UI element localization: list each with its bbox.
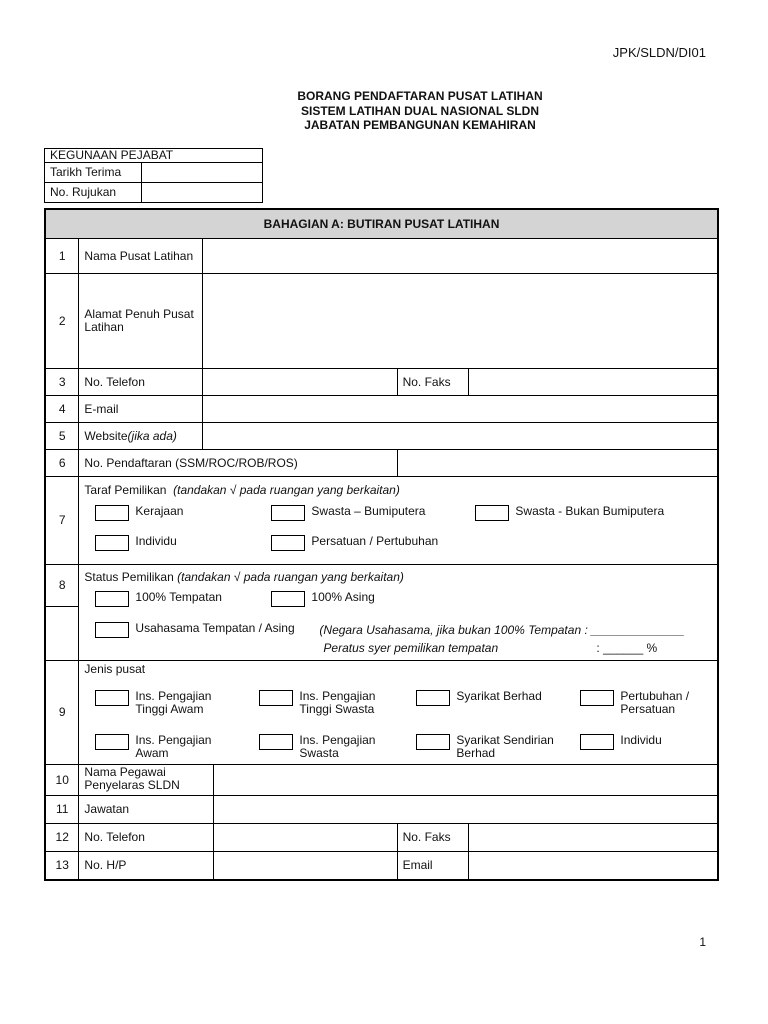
coordinator-email-field[interactable] xyxy=(469,852,718,880)
option-individu-pusat[interactable]: Individu xyxy=(580,734,700,750)
coordinator-fax-field[interactable] xyxy=(469,824,718,852)
checkbox[interactable] xyxy=(475,505,509,521)
checkbox[interactable] xyxy=(259,690,293,706)
ownership-type-label: Taraf Pemilikan (tandakan √ pada ruangan yang berkaitan) xyxy=(84,483,400,497)
email-label: E-mail xyxy=(79,396,203,423)
coordinator-email-label: Email xyxy=(397,852,469,880)
row-number: 11 xyxy=(45,796,79,824)
option-ipts[interactable]: Ins. Pengajian Tinggi Swasta xyxy=(259,690,389,716)
page-number: 1 xyxy=(699,935,706,949)
row-number-blank xyxy=(45,607,79,661)
mobile-field[interactable] xyxy=(214,852,397,880)
option-100-asing[interactable]: 100% Asing xyxy=(271,591,374,607)
checkbox[interactable] xyxy=(95,535,129,551)
option-individu[interactable]: Individu xyxy=(95,535,176,551)
form-title xyxy=(0,89,768,133)
checkbox[interactable] xyxy=(416,690,450,706)
row-number: 5 xyxy=(45,423,79,450)
checkbox[interactable] xyxy=(271,535,305,551)
option-pertubuhan[interactable]: Pertubuhan / Persatuan xyxy=(580,690,700,716)
checkbox[interactable] xyxy=(271,505,305,521)
ownership-type-cell xyxy=(79,477,718,565)
joint-venture-country-note: (Negara Usahasama, jika bukan 100% Tempatan : ______________ xyxy=(319,622,685,637)
option-swasta-bumiputera[interactable]: Swasta – Bumiputera xyxy=(271,505,425,521)
option-usahasama[interactable]: Usahasama Tempatan / Asing xyxy=(95,622,294,638)
joint-venture-cell xyxy=(79,607,718,661)
option-ip-awam[interactable]: Ins. Pengajian Awam xyxy=(95,734,225,760)
option-ipta[interactable]: Ins. Pengajian Tinggi Awam xyxy=(95,690,225,716)
row-number: 6 xyxy=(45,450,79,477)
section-a-table xyxy=(44,208,719,881)
coordinator-name-label: Nama Pegawai Penyelaras SLDN xyxy=(79,765,214,796)
row-number: 2 xyxy=(45,274,79,369)
phone-label: No. Telefon xyxy=(79,369,203,396)
fax-field[interactable] xyxy=(469,369,718,396)
option-ip-swasta[interactable]: Ins. Pengajian Swasta xyxy=(259,734,389,760)
checkbox[interactable] xyxy=(271,591,305,607)
centre-type-label: Jenis pusat xyxy=(84,662,146,676)
checkbox[interactable] xyxy=(580,690,614,706)
option-persatuan[interactable]: Persatuan / Pertubuhan xyxy=(271,535,438,551)
office-use-heading: KEGUNAAN PEJABAT xyxy=(45,149,263,163)
centre-name-field[interactable] xyxy=(203,239,718,274)
website-label: Website(jika ada) xyxy=(79,423,203,450)
row-number: 1 xyxy=(45,239,79,274)
row-number: 4 xyxy=(45,396,79,423)
address-label: Alamat Penuh Pusat Latihan xyxy=(79,274,203,369)
checkbox[interactable] xyxy=(416,734,450,750)
office-use-table xyxy=(44,148,263,203)
mobile-label: No. H/P xyxy=(79,852,214,880)
row-number: 12 xyxy=(45,824,79,852)
section-a-header: BAHAGIAN A: BUTIRAN PUSAT LATIHAN xyxy=(45,209,718,239)
option-kerajaan[interactable]: Kerajaan xyxy=(95,505,183,521)
checkbox[interactable] xyxy=(95,505,129,521)
reference-no-label: No. Rujukan xyxy=(45,183,142,203)
registration-no-label: No. Pendaftaran (SSM/ROC/ROB/ROS) xyxy=(79,450,397,477)
title-line-2: SISTEM LATIHAN DUAL NASIONAL SLDN xyxy=(300,103,539,118)
row-number: 3 xyxy=(45,369,79,396)
email-field[interactable] xyxy=(203,396,718,423)
date-received-field[interactable] xyxy=(142,163,263,183)
row-number: 8 xyxy=(45,565,79,607)
position-field[interactable] xyxy=(214,796,718,824)
website-field[interactable] xyxy=(203,423,718,450)
registration-no-field[interactable] xyxy=(397,450,718,477)
row-number: 7 xyxy=(45,477,79,565)
checkbox[interactable] xyxy=(259,734,293,750)
row-number: 13 xyxy=(45,852,79,880)
date-received-label: Tarikh Terima xyxy=(45,163,142,183)
checkbox[interactable] xyxy=(580,734,614,750)
title-line-1: BORANG PENDAFTARAN PUSAT LATIHAN xyxy=(297,89,543,103)
centre-type-cell xyxy=(79,661,718,765)
position-label: Jawatan xyxy=(79,796,214,824)
option-100-tempatan[interactable]: 100% Tempatan xyxy=(95,591,222,607)
coordinator-phone-field[interactable] xyxy=(214,824,397,852)
centre-name-label: Nama Pusat Latihan xyxy=(79,239,203,274)
coordinator-phone-label: No. Telefon xyxy=(79,824,214,852)
row-number: 9 xyxy=(45,661,79,765)
option-swasta-bukan-bumiputera[interactable]: Swasta - Bukan Bumiputera xyxy=(475,505,664,521)
local-share-percent-label: Peratus syer pemilikan tempatan xyxy=(323,640,499,655)
document-code: JPK/SLDN/DI01 xyxy=(612,45,706,60)
address-field[interactable] xyxy=(203,274,718,369)
fax-label: No. Faks xyxy=(397,369,469,396)
phone-field[interactable] xyxy=(203,369,397,396)
checkbox[interactable] xyxy=(95,734,129,750)
row-number: 10 xyxy=(45,765,79,796)
coordinator-fax-label: No. Faks xyxy=(397,824,469,852)
local-share-percent-field[interactable]: : ______ % xyxy=(596,640,658,655)
ownership-status-cell xyxy=(79,565,718,607)
ownership-status-label: Status Pemilikan (tandakan √ pada ruangan yang berkaitan) xyxy=(84,570,404,584)
option-syarikat-berhad[interactable]: Syarikat Berhad xyxy=(416,690,556,706)
checkbox[interactable] xyxy=(95,591,129,607)
coordinator-name-field[interactable] xyxy=(214,765,718,796)
option-sdn-bhd[interactable]: Syarikat Sendirian Berhad xyxy=(416,734,556,760)
title-line-3: JABATAN PEMBANGUNAN KEMAHIRAN xyxy=(304,118,536,132)
checkbox[interactable] xyxy=(95,690,129,706)
checkbox[interactable] xyxy=(95,622,129,638)
reference-no-field[interactable] xyxy=(142,183,263,203)
